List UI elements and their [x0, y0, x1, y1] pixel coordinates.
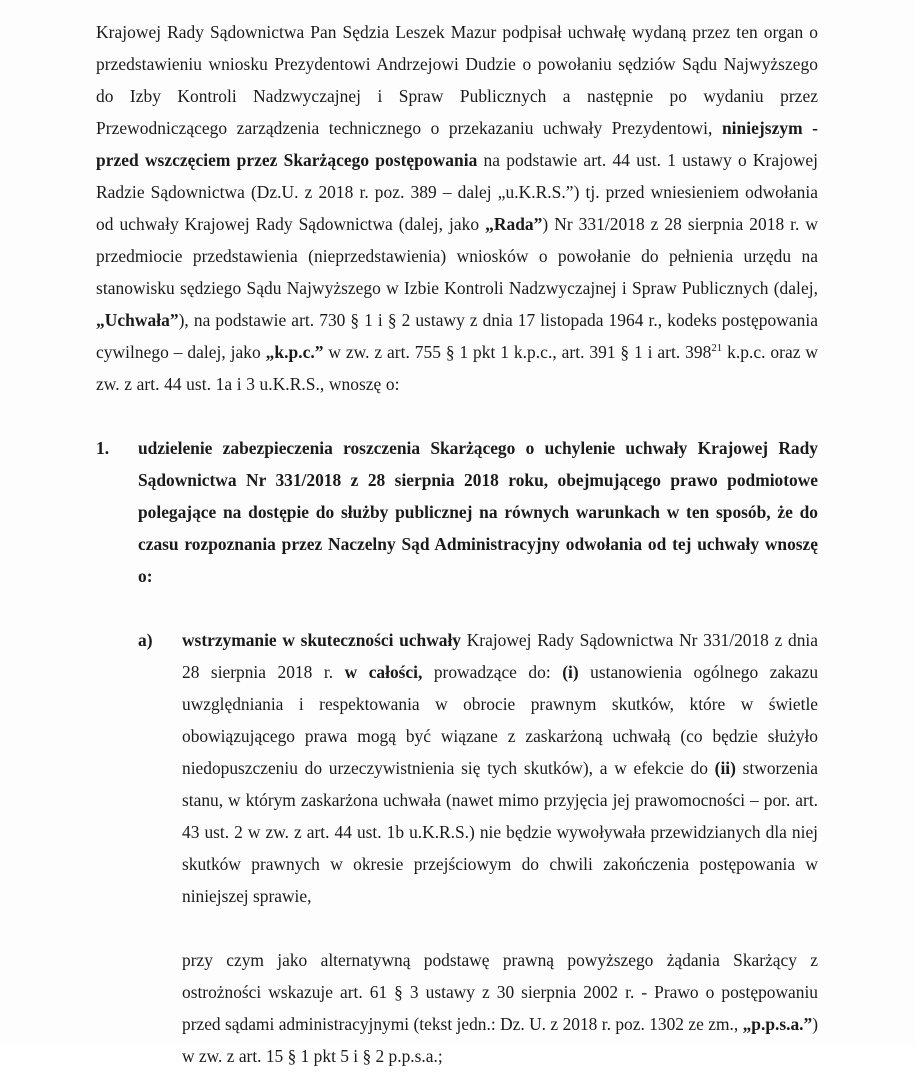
numbered-list-item-1 — [96, 432, 818, 592]
alternative-basis-paragraph: przy czym jako alternatywną podstawę prawną powyższego żądania Skarżący z ostrożności wskazuje art. 61 § 3 ustawy z 30 sierpnia 2002 r. - Prawo o postępowaniu przed sądami administracyjnymi (tekst jedn.: Dz. U. z 2018 r. poz. 1302 ze zm., „p.p.s.a.”) w zw. z art. 15 § 1 pkt 5 i § 2 p.p.s.a.; — [182, 950, 818, 1066]
numbered-list-item-1-text: udzielenie zabezpieczenia roszczenia Skarżącego o uchylenie uchwały Krajowej Rady Sądownictwa Nr 331/2018 z 28 sierpnia 2018 roku, obejmującego prawo podmiotowe polegające na dostępie do służby publicznej na równych warunkach w ten sposób, że do czasu rozpoznania przez Naczelny Sąd Administracyjny odwołania od tej uchwały wnoszę o: — [138, 438, 818, 586]
opening-paragraph: Krajowej Rady Sądownictwa Pan Sędzia Leszek Mazur podpisał uchwałę wydaną przez ten organ o przedstawieniu wniosku Prezydentowi Andrzejowi Dudzie o powołaniu sędziów Sądu Najwyższego do Izby Kontroli Nadzwyczajnej i Spraw Publicznych a następnie po wydaniu przez Przewodniczącego zarządzenia technicznego o przekazaniu uchwały Prezydentowi, niniejszym - przed wszczęciem przez Skarżącego postępowania na podstawie art. 44 ust. 1 ustawy o Krajowej Radzie Sądownictwa (Dz.U. z 2018 r. poz. 389 – dalej „u.K.R.S.”) tj. przed wniesieniem odwołania od uchwały Krajowej Rady Sądownictwa (dalej, jako „Rada”) Nr 331/2018 z 28 sierpnia 2018 r. w przedmiocie przedstawienia (nieprzedstawienia) wniosków o powołanie do pełnienia urzędu na stanowisku sędziego Sądu Najwyższego w Izbie Kontroli Nadzwyczajnej i Spraw Publicznych (dalej, „Uchwała”), na podstawie art. 730 § 1 i § 2 ustawy z dnia 17 listopada 1964 r., kodeks postępowania cywilnego – dalej, jako „k.p.c.” w zw. z art. 755 § 1 pkt 1 k.p.c., art. 391 § 1 i art. $398^{21}$ k.p.c. oraz w zw. z art. 44 ust. 1a i 3 u.K.R.S., wnoszę o: — [96, 22, 819, 394]
lettered-list-item-a-text: wstrzymanie w skuteczności uchwały Krajowej Rady Sądownictwa Nr 331/2018 z dnia 28 sierpnia 2018 r. w całości, prowadzące do: (i) ustanowienia ogólnego zakazu uwzględniania i respektowania w obrocie prawnym skutków, które w świetle obowiązującego prawa mogą być wiązane z zaskarżoną uchwałą (co będzie służyło niedopuszczeniu do urzeczywistnienia się tych skutków), a w efekcie do (ii) stworzenia stanu, w którym zaskarżona uchwała (nawet mimo przyjęcia jej prawomocności – por. art. 43 ust. 2 w zw. z art. 44 ust. 1b u.K.R.S.) nie będzie wywoływała przewidzianych dla niej skutków prawnych w okresie przejściowym do chwili zakończenia postępowania w niniejszej sprawie, — [182, 630, 819, 906]
lettered-list-item-a — [138, 624, 818, 912]
text-column — [96, 16, 818, 1089]
list-marker-1: 1. — [96, 438, 110, 458]
list-marker-a: a) — [138, 630, 153, 650]
